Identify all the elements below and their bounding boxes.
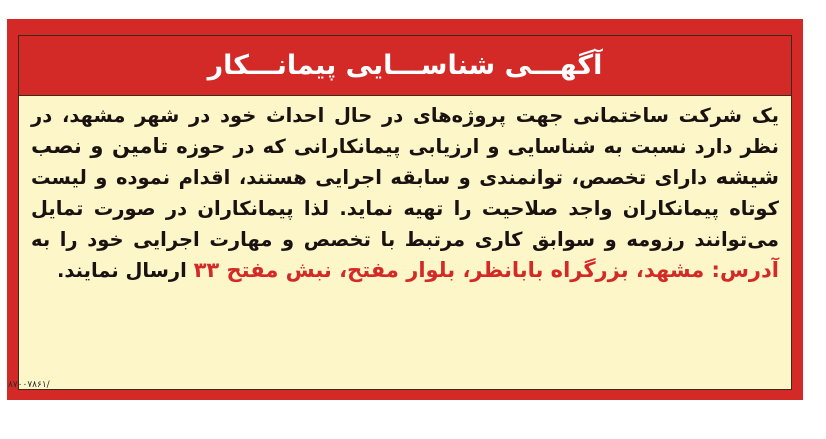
body-text-part3: ارسال نمایند. bbox=[57, 259, 194, 282]
address-highlight: آدرس: مشهد، بزرگراه بابانظر، بلوار مفتح، نبش مفتح ۳۳ bbox=[193, 258, 779, 282]
ad-inner-panel bbox=[18, 35, 792, 390]
title-band bbox=[19, 36, 791, 96]
ad-frame bbox=[7, 19, 803, 400]
ad-body bbox=[31, 100, 779, 385]
body-text-part1: یک شرکت ساختمانی جهت پروژه‌های در حال احداث خود در شهر مشهد، در نظر دارد نسبت به شناسایی و ارزیابی پیمانکارانی که در حوزه bbox=[31, 104, 779, 158]
service-highlight: تامین و نصب شیشه bbox=[31, 134, 779, 189]
ad-title: آگهـــی شناســـایی پیمانـــکار bbox=[207, 50, 603, 81]
ad-code: /۸۷۰۰۷۸۶۱ bbox=[8, 380, 50, 390]
body-text-part2: دارای تخصص، توانمندی و سابقه اجرایی هستند، اقدام نموده و لیست کوتاه پیمانکاران واجد صلاحیت را تهیه نماید. لذا پیمانکاران در صورت تمایل می‌توانند رزومه و سوابق کاری مرتبط با تخصص و مهارت اجرایی خود را به bbox=[31, 166, 779, 251]
